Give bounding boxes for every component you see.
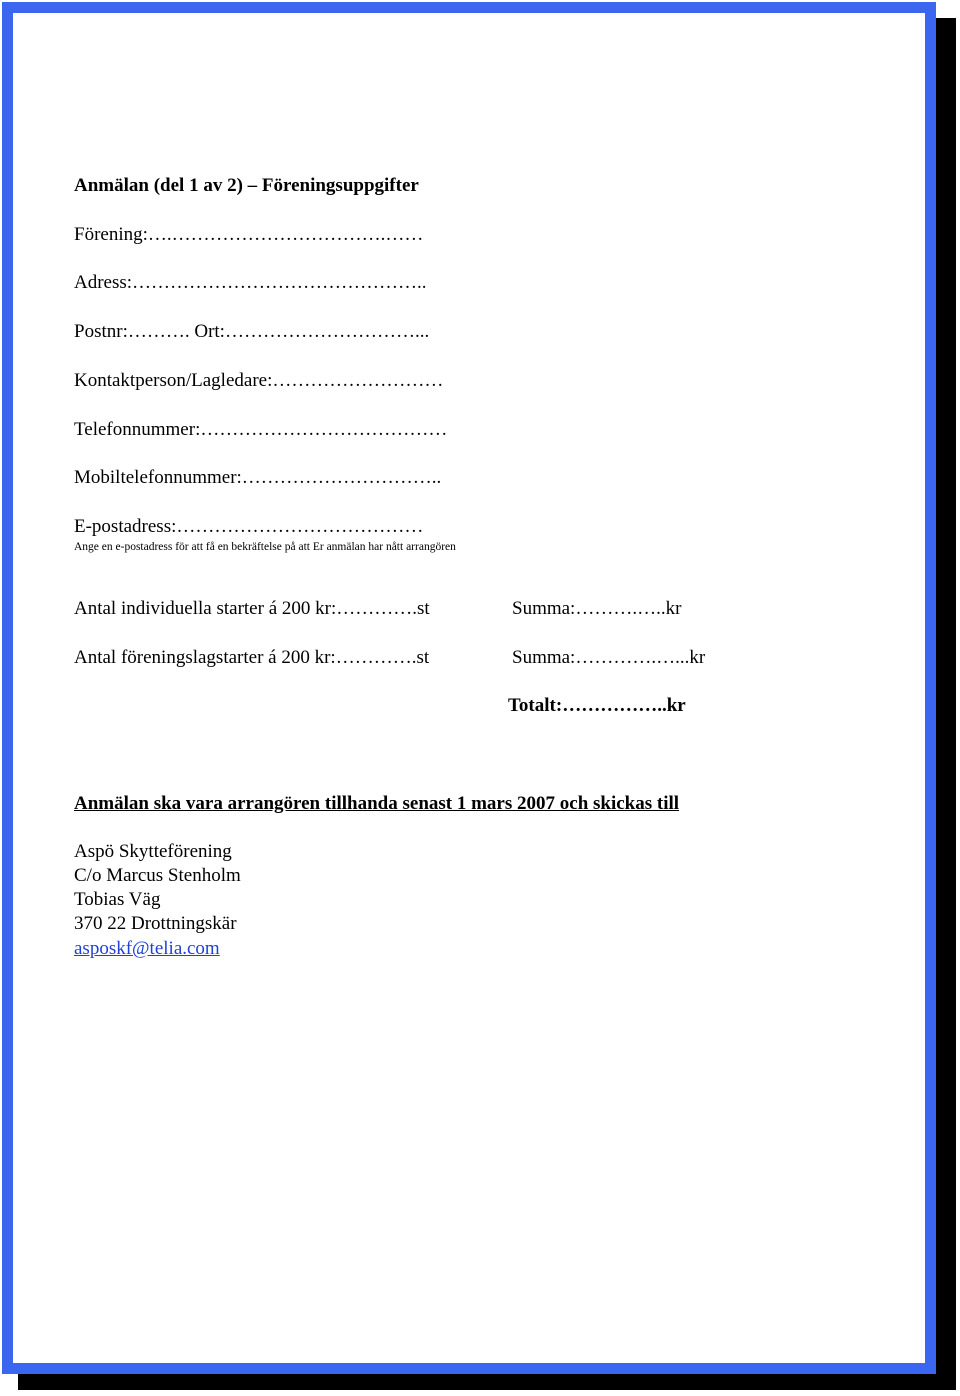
page-title: Anmälan (del 1 av 2) – Föreningsuppgifter bbox=[74, 175, 419, 196]
email-link[interactable]: asposkf@telia.com bbox=[74, 938, 220, 959]
field-telefonnummer[interactable]: Telefonnummer:………………………………… bbox=[74, 419, 448, 440]
field-epostadress[interactable]: E-postadress:………………………………… bbox=[74, 516, 424, 537]
address-line-3: Tobias Väg bbox=[74, 889, 161, 910]
field-postnr-ort[interactable]: Postnr:………. Ort:…………………………... bbox=[74, 321, 430, 342]
field-club-starts[interactable]: Antal föreningslagstarter á 200 kr:………….st bbox=[74, 647, 430, 668]
field-forening[interactable]: Förening:….…………………………….…… bbox=[74, 224, 424, 245]
deadline-notice: Anmälan ska vara arrangören tillhanda senast 1 mars 2007 och skickas till bbox=[74, 793, 680, 814]
address-line-4: 370 22 Drottningskär bbox=[74, 913, 237, 934]
field-adress[interactable]: Adress:……………………………………….. bbox=[74, 272, 427, 293]
address-line-1: Aspö Skytteförening bbox=[74, 841, 232, 862]
field-mobiltelefonnummer[interactable]: Mobiltelefonnummer:………………………….. bbox=[74, 467, 442, 488]
field-kontaktperson[interactable]: Kontaktperson/Lagledare:……………………… bbox=[74, 370, 444, 391]
field-total[interactable]: Totalt:……………..kr bbox=[508, 695, 686, 716]
address-line-2: C/o Marcus Stenholm bbox=[74, 865, 241, 886]
field-club-sum[interactable]: Summa:………….…...kr bbox=[512, 647, 706, 668]
epost-note: Ange en e-postadress för att få en bekräftelse på att Er anmälan har nått arrangören bbox=[74, 541, 456, 553]
field-individual-starts[interactable]: Antal individuella starter á 200 kr:………….st bbox=[74, 598, 430, 619]
field-individual-sum[interactable]: Summa:……….…..kr bbox=[512, 598, 682, 619]
